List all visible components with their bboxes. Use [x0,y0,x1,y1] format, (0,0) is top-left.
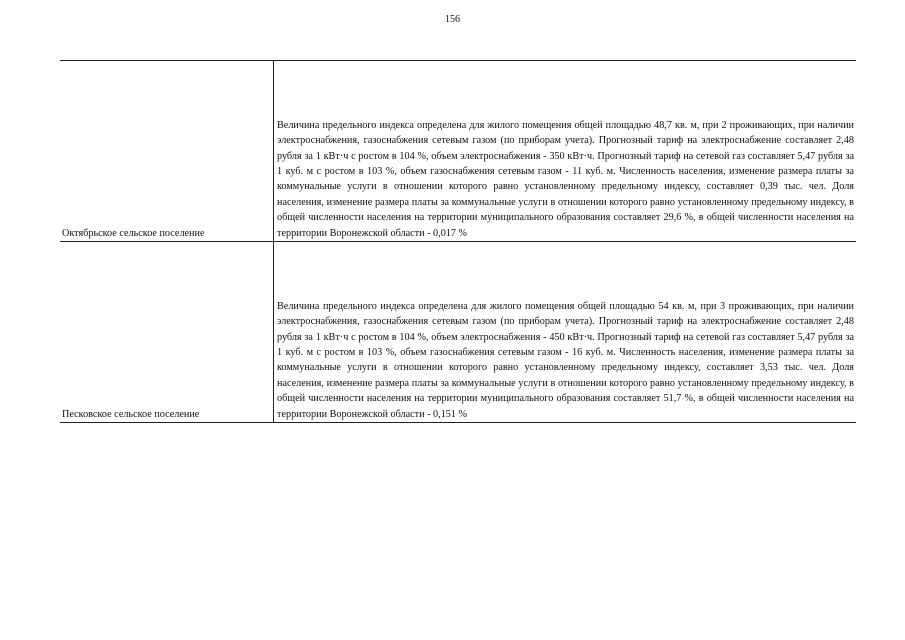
settlement-table [60,60,856,423]
settlement-name: Октябрьское сельское поселение [62,228,205,239]
settlement-description-cell [274,242,856,422]
settlement-description: Величина предельного индекса определена для жилого помещения общей площадью 54 кв. м, при 3 проживающих, при наличии электроснабжения, газоснабжения сетевым газом (по приборам учета). Прогнозный тариф на электроснабжение составляет 2,48 рубля за 1 кВт·ч с ростом в 104 %, объем электроснабжения - 450 кВт·ч. Прогнозный тариф на сетевой газ составляет 5,47 рубля за 1 куб. м с ростом в 103 %, объем газоснабжения сетевым газом - 16 куб. м. Численность населения, изменение размера платы за коммунальные услуги в отношении которого равно установленному предельному индексу, составляет 3,53 тыс. чел. Доля населения, изменение размера платы за коммунальные услуги в отношении которого равно установленному предельному индексу, в общей численности населения на территории муниципального образования составляет 51,7 %, в общей численности населения на территории Воронежской области - 0,151 % [277,300,854,420]
settlement-description: Величина предельного индекса определена для жилого помещения общей площадью 48,7 кв. м, при 2 проживающих, при наличии электроснабжения, газоснабжения сетевым газом (по приборам учета). Прогнозный тариф на электроснабжение составляет 2,48 рубля за 1 кВт·ч с ростом в 104 %, объем электроснабжения - 350 кВт·ч. Прогнозный тариф на сетевой газ составляет 5,47 рубля за 1 куб. м с ростом в 103 %, объем газоснабжения сетевым газом - 11 куб. м. Численность населения, изменение размера платы за коммунальные услуги в отношении которого равно установленному предельному индексу, составляет 0,39 тыс. чел. Доля населения, изменение размера платы за коммунальные услуги в отношении которого равно установленному предельному индексу, в общей численности населения на территории муниципального образования составляет 29,6 %, в общей численности населения на территории Воронежской области - 0,017 % [277,119,854,239]
page-number: 156 [445,14,460,25]
table-row [60,61,856,242]
settlement-name-cell [60,242,274,422]
table-row [60,242,856,423]
settlement-name: Песковское сельское поселение [62,409,200,420]
settlement-name-cell [60,61,274,241]
settlement-description-cell [274,61,856,241]
